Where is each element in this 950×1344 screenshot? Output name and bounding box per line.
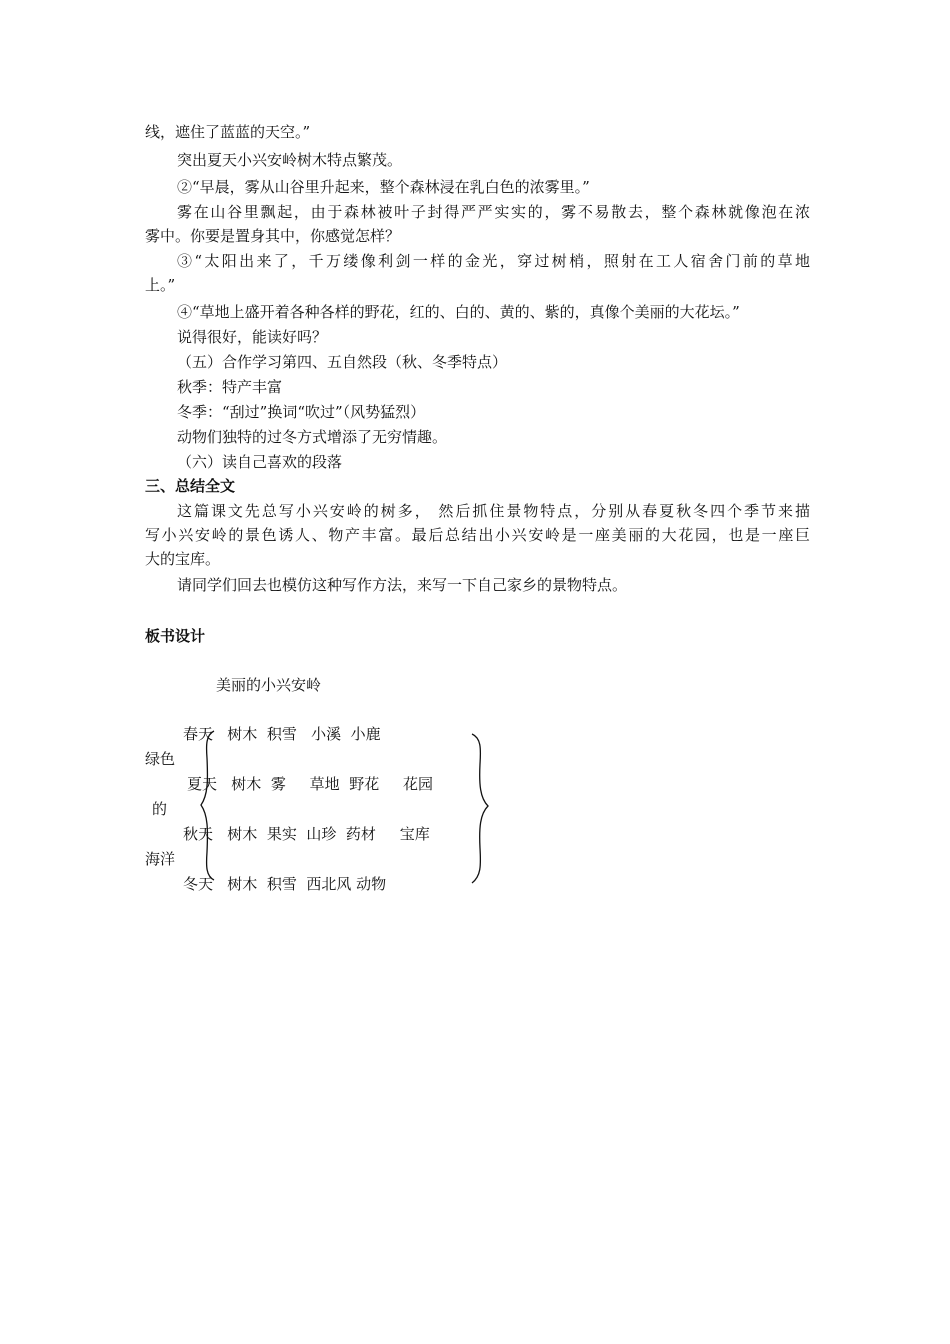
section-heading: 三、总结全文 <box>145 477 236 495</box>
board-left-label: 绿色 <box>145 750 176 768</box>
paragraph-line: 上。” <box>145 276 176 294</box>
paragraph-line: 动物们独特的过冬方式增添了无穷情趣。 <box>177 428 448 446</box>
section-heading: （五）合作学习第四、五自然段（秋、冬季特点） <box>177 353 508 371</box>
paragraph-line: 写小兴安岭的景色诱人、物产丰富。最后总结出小兴安岭是一座美丽的大花园，也是一座巨 <box>145 526 810 544</box>
board-heading: 板书设计 <box>145 627 206 645</box>
board-row: 春天 树木 积雪 小溪 小鹿 <box>183 725 381 743</box>
paragraph-line: 请同学们回去也模仿这种写作方法，来写一下自己家乡的景物特点。 <box>177 576 628 594</box>
paragraph-line: ③“太阳出来了，千万缕像利剑一样的金光，穿过树梢，照射在工人宿舍门前的草地 <box>177 252 810 270</box>
left-brace-icon <box>201 731 214 880</box>
paragraph-line: 说得很好，能读好吗？ <box>177 328 328 346</box>
board-row: 夏天 树木 雾 草地 野花 花园 <box>187 775 434 793</box>
paragraph-line: 大的宝库。 <box>145 550 221 568</box>
board-title: 美丽的小兴安岭 <box>216 676 322 694</box>
paragraph-line: 秋季：特产丰富 <box>177 378 283 396</box>
paragraph-line: ④“草地上盛开着各种各样的野花，红的、白的、黄的、紫的，真像个美丽的大花坛。” <box>177 303 740 321</box>
section-heading: （六）读自己喜欢的段落 <box>177 453 343 471</box>
board-left-label: 的 <box>152 800 168 818</box>
paragraph-line: 突出夏天小兴安岭树木特点繁茂。 <box>177 151 403 169</box>
right-brace-icon <box>472 734 488 883</box>
paragraph-line: 雾在山谷里飘起，由于森林被叶子封得严严实实的，雾不易散去，整个森林就像泡在浓 <box>177 203 810 221</box>
paragraph-line: 线，遮住了蓝蓝的天空。” <box>145 123 311 141</box>
board-row: 秋天 树木 果实 山珍 药材 宝库 <box>183 825 430 843</box>
board-left-label: 海洋 <box>145 850 176 868</box>
board-row: 冬天 树木 积雪 西北风 动物 <box>183 875 387 893</box>
paragraph-line: 冬季：“刮过”换词“吹过”（风势猛烈） <box>177 403 426 421</box>
paragraph-line: 这篇课文先总写小兴安岭的树多， 然后抓住景物特点，分别从春夏秋冬四个季节来描 <box>177 502 810 520</box>
paragraph-line: 雾中。你要是置身其中，你感觉怎样？ <box>145 227 401 245</box>
paragraph-line: ②“早晨，雾从山谷里升起来，整个森林浸在乳白色的浓雾里。” <box>177 178 590 196</box>
